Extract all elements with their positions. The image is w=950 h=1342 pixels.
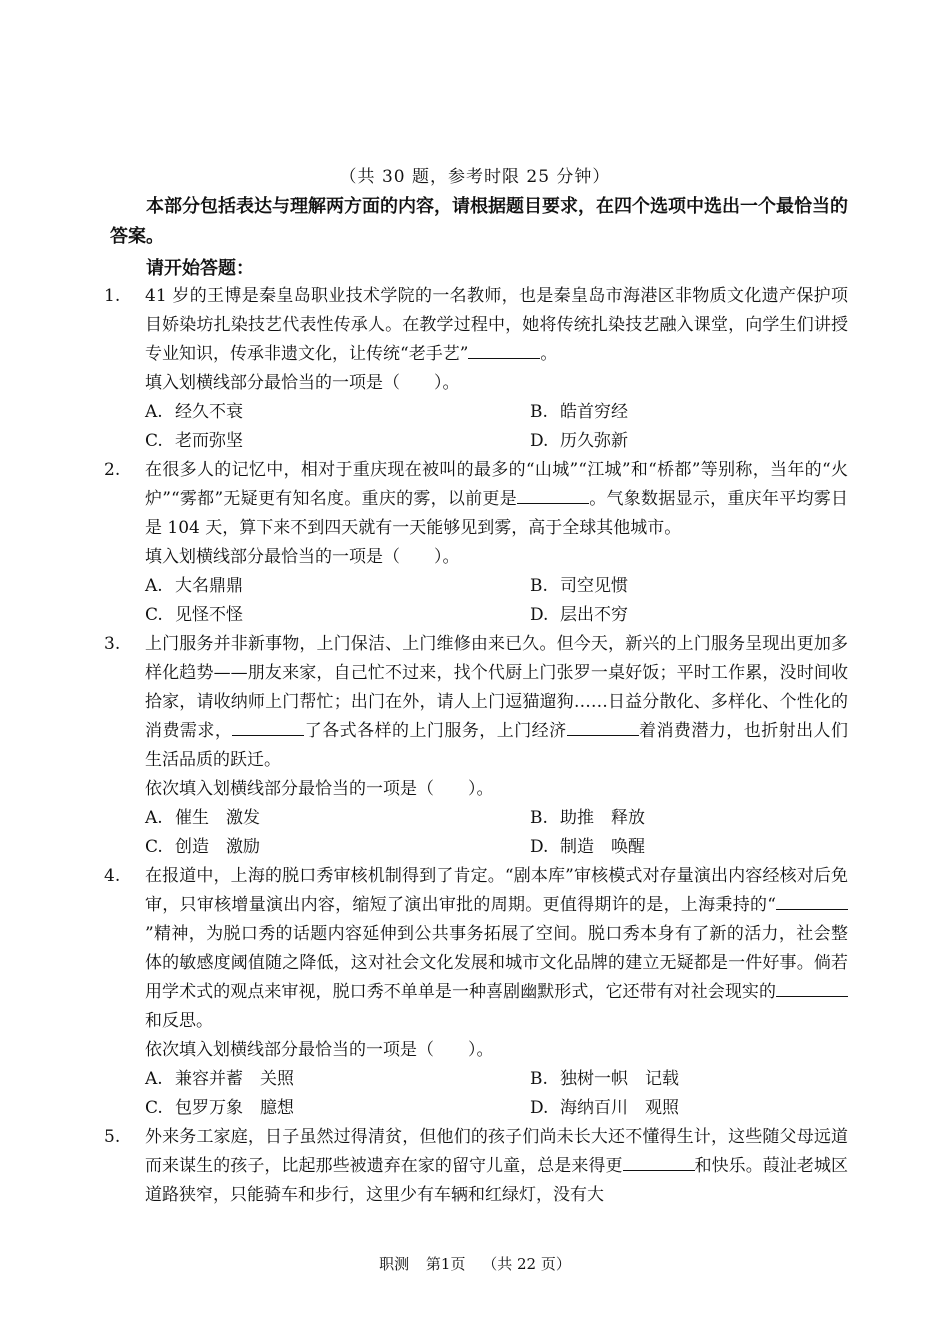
question-text: 在报道中，上海的脱口秀审核机制得到了肯定。“剧本库”审核模式对存量演出内容经核对后免审，只审核增量演出内容，缩短了演出审批的周期。更值得期许的是，上海秉持的“”精神，为脱口秀的话题内容延伸到公共事务拓展了空间。脱口秀本身有了新的活力，社会整体的敏感度阈值随之降低，这对社会文化发展和城市文化品牌的建立无疑都是一件好事。倘若用学术式的观点来审视，脱口秀不单单是一种喜剧幽默形式，它还带有对社会现实的和反思。	[145, 866, 848, 1031]
option-grid	[145, 572, 848, 630]
footer-subject: 职测	[379, 1255, 410, 1273]
option-a[interactable]: A. 兼容并蓄 关照	[145, 1069, 294, 1089]
question-prompt: 填入划横线部分最恰当的一项是（ ）。	[145, 547, 460, 567]
question-text: 在很多人的记忆中，相对于重庆现在被叫的最多的“山城”“江城”和“桥都”等别称，当年的“火炉”“雾都”无疑更有知名度。重庆的雾，以前更是 。气象数据显示，重庆年平均雾日是 104 天，算下来不到四天就有一天能够见到雾，高于全球其他城市。	[145, 460, 849, 538]
question-3	[0, 630, 950, 862]
question-prompt: 依次填入划横线部分最恰当的一项是（ ）。	[145, 1040, 494, 1060]
question-prompt: 依次填入划横线部分最恰当的一项是（ ）。	[145, 779, 494, 799]
answer-blank	[776, 979, 848, 997]
question-list	[0, 282, 950, 1210]
question-1	[0, 282, 950, 456]
question-number: 1.	[104, 286, 121, 306]
page-footer	[0, 1253, 950, 1274]
start-prompt: 请开始答题：	[146, 258, 254, 279]
question-4	[0, 862, 950, 1123]
option-b[interactable]: B. 司空见惯	[530, 576, 628, 596]
option-grid	[145, 1065, 848, 1123]
answer-blank	[567, 718, 639, 736]
answer-blank	[232, 718, 304, 736]
option-b[interactable]: B. 独树一帜 记载	[530, 1069, 679, 1089]
answer-blank	[776, 892, 848, 910]
option-d[interactable]: D. 历久弥新	[530, 431, 628, 451]
option-b[interactable]: B. 皓首穷经	[530, 402, 628, 422]
option-d[interactable]: D. 海纳百川 观照	[530, 1098, 679, 1118]
option-c[interactable]: C. 老而弥坚	[145, 431, 243, 451]
section-header: （共 30 题，参考时限 25 分钟）	[339, 167, 611, 187]
question-text: 41 岁的王博是秦皇岛职业技术学院的一名教师，也是秦皇岛市海港区非物质文化遗产保护项目娇染坊扎染技艺代表性传承人。在教学过程中，她将传统扎染技艺融入课堂，向学生们讲授专业知识，传承非遗文化，让传统“老手艺” 。	[145, 286, 848, 364]
footer-total: （共 22 页）	[482, 1255, 571, 1273]
option-a[interactable]: A. 大名鼎鼎	[145, 576, 243, 596]
question-number: 5.	[104, 1127, 121, 1147]
question-2	[0, 456, 950, 630]
question-5	[0, 1123, 950, 1210]
option-grid	[145, 804, 848, 862]
answer-blank	[517, 486, 589, 504]
option-c[interactable]: C. 见怪不怪	[145, 605, 243, 625]
question-text: 外来务工家庭，日子虽然过得清贫，但他们的孩子们尚未长大还不懂得生计，这些随父母远道而来谋生的孩子，比起那些被遗弃在家的留守儿童，总是来得更 和快乐。葭沚老城区道路狭窄，只能骑车和步行，这里少有车辆和红绿灯，没有大	[145, 1127, 849, 1205]
option-d[interactable]: D. 层出不穷	[530, 605, 628, 625]
option-c[interactable]: C. 包罗万象 臆想	[145, 1098, 294, 1118]
option-grid	[145, 398, 848, 456]
question-text: 上门服务并非新事物，上门保洁、上门维修由来已久。但今天，新兴的上门服务呈现出更加多样化趋势——朋友来家，自己忙不过来，找个代厨上门张罗一桌好饭；平时工作累，没时间收拾家，请收纳师上门帮忙；出门在外，请人上门逗猫遛狗……日益分散化、多样化、个性化的消费需求， 了各式各样的上门服务，上门经济 着消费潜力，也折射出人们生活品质的跃迁。	[145, 634, 849, 770]
section-intro: 本部分包括表达与理解两方面的内容，请根据题目要求，在四个选项中选出一个最恰当的答案。	[110, 196, 848, 247]
answer-blank	[468, 341, 540, 359]
option-d[interactable]: D. 制造 唤醒	[530, 837, 645, 857]
option-a[interactable]: A. 经久不衰	[145, 402, 243, 422]
option-c[interactable]: C. 创造 激励	[145, 837, 260, 857]
footer-page: 第1页	[425, 1255, 466, 1273]
question-number: 3.	[104, 634, 121, 654]
answer-blank	[623, 1153, 695, 1171]
option-b[interactable]: B. 助推 释放	[530, 808, 645, 828]
question-number: 4.	[104, 866, 121, 886]
option-a[interactable]: A. 催生 激发	[145, 808, 260, 828]
question-number: 2.	[104, 460, 121, 480]
question-prompt: 填入划横线部分最恰当的一项是（ ）。	[145, 373, 460, 393]
